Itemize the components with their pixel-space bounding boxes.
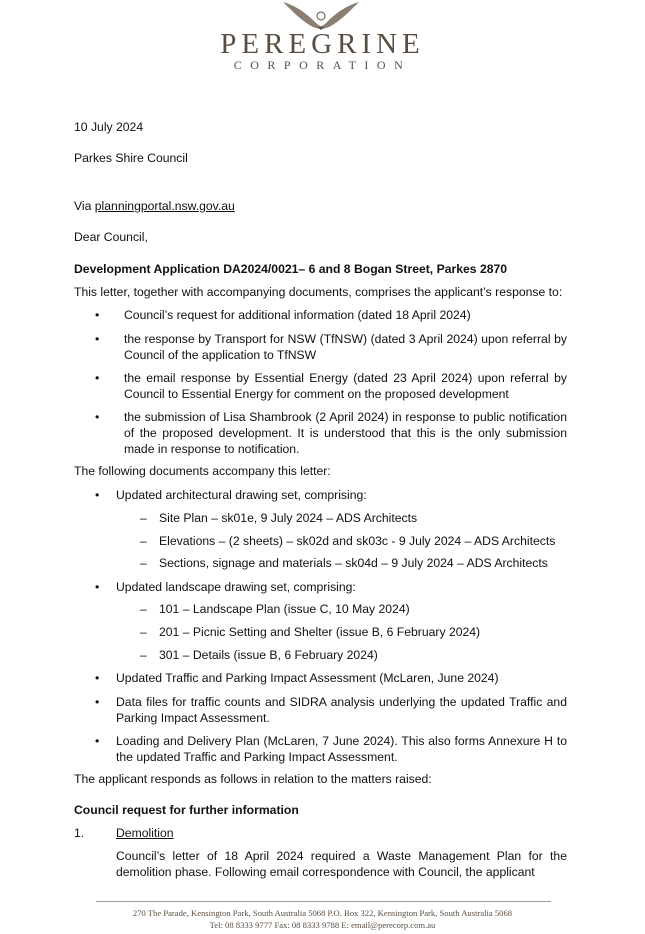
bullet: •	[95, 671, 100, 685]
subject-line: Development Application DA2024/0021– 6 and 8 Bogan Street, Parkes 2870	[74, 262, 508, 276]
intro-paragraph: This letter, together with accompanying documents, comprises the applicant’s response to:	[74, 285, 563, 299]
doc-item: Updated Traffic and Parking Impact Assessment (McLaren, June 2024)	[116, 671, 499, 685]
bullet: •	[95, 371, 100, 385]
eagle-logo-icon	[283, 0, 359, 30]
bullet: •	[95, 308, 100, 322]
dash-marker: –	[140, 602, 147, 616]
bullet: •	[95, 734, 100, 748]
dash-marker: –	[140, 556, 147, 570]
dash-marker: –	[140, 511, 147, 525]
section-heading: Council request for further information	[74, 803, 299, 817]
doc-sub-item: Sections, signage and materials – sk04d – 9 July 2024 – ADS Architects	[159, 556, 548, 570]
doc-sub-item: Elevations – (2 sheets) – sk02d and sk03c - 9 July 2024 – ADS Architects	[159, 534, 556, 548]
doc-group-label: Updated landscape drawing set, comprising:	[116, 580, 356, 594]
planning-portal-link[interactable]: planningportal.nsw.gov.au	[94, 199, 235, 213]
bullet: •	[95, 332, 100, 346]
doc-item: Loading and Delivery Plan (McLaren, 7 June 2024). This also forms Annexure H to the updated Traffic and Parking Impact Assessment.	[116, 734, 567, 764]
response-item: the response by Transport for NSW (TfNSW) (dated 3 April 2024) upon referral by Council of the application to TfNSW	[124, 332, 567, 362]
brand-name: PEREGRINE	[220, 28, 425, 60]
section-number: 1.	[74, 826, 85, 840]
doc-sub-item: Site Plan – sk01e, 9 July 2024 – ADS Architects	[159, 511, 418, 525]
documents-intro: The following documents accompany this letter:	[74, 464, 331, 478]
dash-marker: –	[140, 648, 147, 662]
doc-sub-item: 201 – Picnic Setting and Shelter (issue B, 6 February 2024)	[159, 625, 481, 639]
footer-divider	[96, 901, 551, 902]
dash-marker: –	[140, 625, 147, 639]
brand-subtitle: CORPORATION	[233, 58, 412, 72]
responds-paragraph: The applicant responds as follows in relation to the matters raised:	[74, 772, 432, 786]
via-prefix: Via	[74, 199, 95, 213]
recipient: Parkes Shire Council	[74, 151, 188, 165]
section-title: Demolition	[116, 826, 174, 840]
doc-item: Data files for traffic counts and SIDRA analysis underlying the updated Traffic and Parking Impact Assessment.	[116, 695, 567, 725]
doc-group-label: Updated architectural drawing set, comprising:	[116, 488, 367, 502]
bullet: •	[95, 410, 100, 424]
footer-address: 270 The Parade, Kensington Park, South Australia 5068 P.O. Box 322, Kensington Park, South Australia 5068	[132, 908, 513, 918]
bullet: •	[95, 695, 100, 709]
response-item: the email response by Essential Energy (dated 23 April 2024) upon referral by Council to Essential Energy for comment on the proposed development	[124, 371, 567, 401]
section-paragraph: Council’s letter of 18 April 2024 required a Waste Management Plan for the demolition phase. Following email correspondence with Council, the applicant	[116, 849, 567, 879]
response-item: the submission of Lisa Shambrook (2 April 2024) in response to public notification of the proposed development. It is understood that this is the only submission made in response to notification.	[124, 410, 567, 456]
doc-sub-item: 301 – Details (issue B, 6 February 2024)	[159, 648, 378, 662]
bullet: •	[95, 488, 100, 502]
via-line	[74, 198, 568, 214]
footer-contact: Tel: 08 8333 9777 Fax: 08 8333 9788 E: email@perecorp.com.au	[209, 920, 436, 930]
letter-date: 10 July 2024	[74, 120, 144, 134]
doc-sub-item: 101 – Landscape Plan (issue C, 10 May 2024)	[159, 602, 410, 616]
bullet: •	[95, 580, 100, 594]
dash-marker: –	[140, 534, 147, 548]
response-item: Council’s request for additional information (dated 18 April 2024)	[124, 308, 471, 322]
salutation: Dear Council,	[74, 230, 148, 244]
